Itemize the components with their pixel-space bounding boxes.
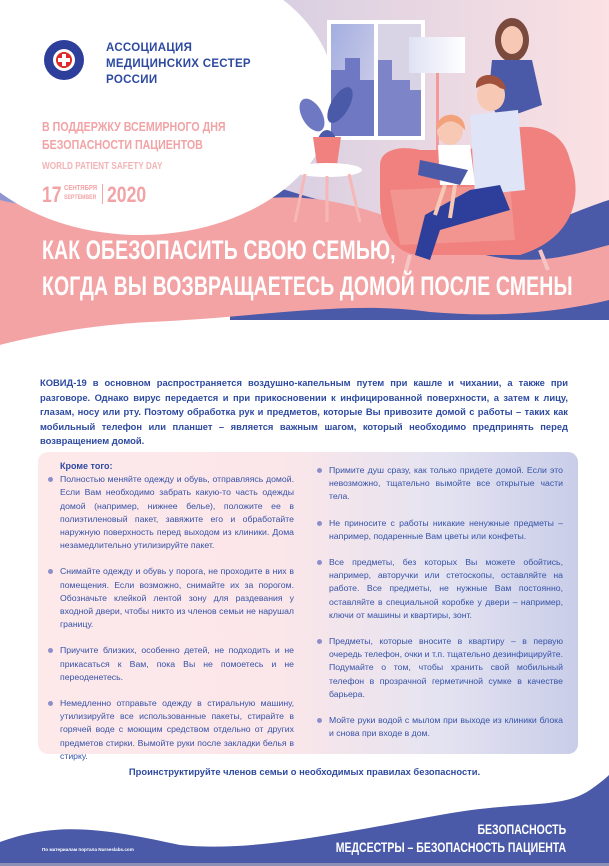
footer-tagline [336,820,566,856]
tips-column-left [46,460,294,776]
bullet-dot-icon [317,468,322,473]
closing-statement: Проинструктируйте членов семьи о необходимых правилах безопасности. [128,766,481,777]
tip-text: Снимайте одежду и обувь у порога, не проходите в них в помещения. Если возможно, снимайте их за порогом. Обозначьте клейкой лентой зону для раздевания у входной двери, чтобы никто из членов семьи не нарушал границу. [60,566,294,630]
tips-card [38,452,578,761]
tip-item [46,473,294,552]
organization-name [106,40,251,88]
association-logo [44,40,84,80]
tip-text: Не приносите с работы никакие ненужные предметы – например, подаренные Вам цветы или конфеты. [329,517,563,541]
tip-text: Все предметы, без которых Вы можете обойтись, например, авторучки или стетоскопы, оставляйте на работе. Все предметы, не нужные Вам постоянно, оставляйте в специальной коробке у двери – например, ключи от машины и квартиры, зонт. [329,557,563,620]
title-line: КОГДА ВЫ ВОЗВРАЩАЕТЕСЬ ДОМОЙ ПОСЛЕ СМЕНЫ [42,271,573,301]
tip-item [315,464,563,504]
tip-item [46,565,294,631]
bullet-dot-icon [317,718,322,723]
page-title [42,232,573,304]
tips-column-right [315,464,563,753]
tips-heading: Кроме того: [60,461,113,471]
tip-item [315,714,563,740]
tagline-line: БЕЗОПАСНОСТЬ [477,821,566,837]
support-line: В ПОДДЕРЖКУ ВСЕМИРНОГО ДНЯ [42,119,226,134]
org-line: РОССИИ [106,74,158,86]
support-line: БЕЗОПАСНОСТИ ПАЦИЕНТОВ [42,137,203,152]
tip-text: Предметы, которые вносите в квартиру – в первую очередь телефон, очки и т.п. тщательно дезинфицируйте. Подумайте о том, чтобы хранить свой мобильный телефон в прозрачной герметичной сумке в качестве барьера. [329,636,563,699]
event-support-title [42,118,226,154]
intro-paragraph: КОВИД-19 в основном распространяется воздушно-капельным путем при кашле и чихании, а также при разговоре. Однако вирус передается и при прикосновении к инфицированной поверхности, а затем к лицу, глазам, носу или рту. Поэтому обработка рук и предметов, которые Вы привозите домой с работы – таких как мобильный телефон или планшет – является важным шагом, который необходимо предпринять перед возвращением домой. [40,377,568,447]
bullet-dot-icon [317,639,322,644]
date-month-ru: СЕНТЯБРЯ [64,183,98,192]
bullet-dot-icon [317,560,322,565]
tagline-line: МЕДСЕСТРЫ – БЕЗОПАСНОСТЬ ПАЦИЕНТА [335,839,566,855]
org-line: АССОЦИАЦИЯ [106,42,193,54]
date-year: 2020 [107,182,147,207]
org-line: МЕДИЦИНСКИХ СЕСТЕР [106,58,251,70]
tip-text: Мойте руки водой с мылом при выходе из клиники блока и снова при входе в дом. [329,715,563,739]
tip-item [315,635,563,701]
bullet-dot-icon [48,701,53,706]
tip-text: Примите душ сразу, как только придете домой. Если это невозможно, тщательно вымойте все открытые части тела. [329,465,563,502]
event-english-name: WORLD PATIENT SAFETY DAY [42,161,163,172]
tip-item [315,556,563,622]
title-line: КАК ОБЕЗОПАСИТЬ СВОЮ СЕМЬЮ, [42,235,396,265]
bullet-dot-icon [48,648,53,653]
bullet-dot-icon [317,521,322,526]
tip-text: Приучите близких, особенно детей, не подходить и не прикасаться к Вам, пока Вы не помоетесь и не переоденетесь. [60,645,294,682]
tip-item [46,697,294,763]
date-month-en: SEPTEMBER [64,194,97,201]
date-day: 17 [42,182,62,207]
tip-item [315,517,563,543]
medical-cross-icon-bar [58,58,70,62]
bullet-dot-icon [48,569,53,574]
tip-item [46,644,294,684]
tip-text: Немедленно отправьте одежду в стиральную машину, утилизируйте все использованные пакеты, стирайте в горячей воде с моющим средством отдельно от других предметов стирки. Вымойте руки после закладки белья в стирку. [60,698,294,761]
date-divider [102,184,103,204]
bullet-dot-icon [48,477,53,482]
source-credit: По материалам портала Nurseslabs.com [42,847,134,852]
tip-text: Полностью меняйте одежду и обувь, отправляясь домой. Если Вам необходимо забрать какую-то часть одежды домой (например, нижнее белье), положите ее в полиэтиленовый пакет, завяжите его и обработайте наружную поверхность перед выходом из клиники. Дома незамедлительно утилизируйте пакет. [60,474,294,551]
